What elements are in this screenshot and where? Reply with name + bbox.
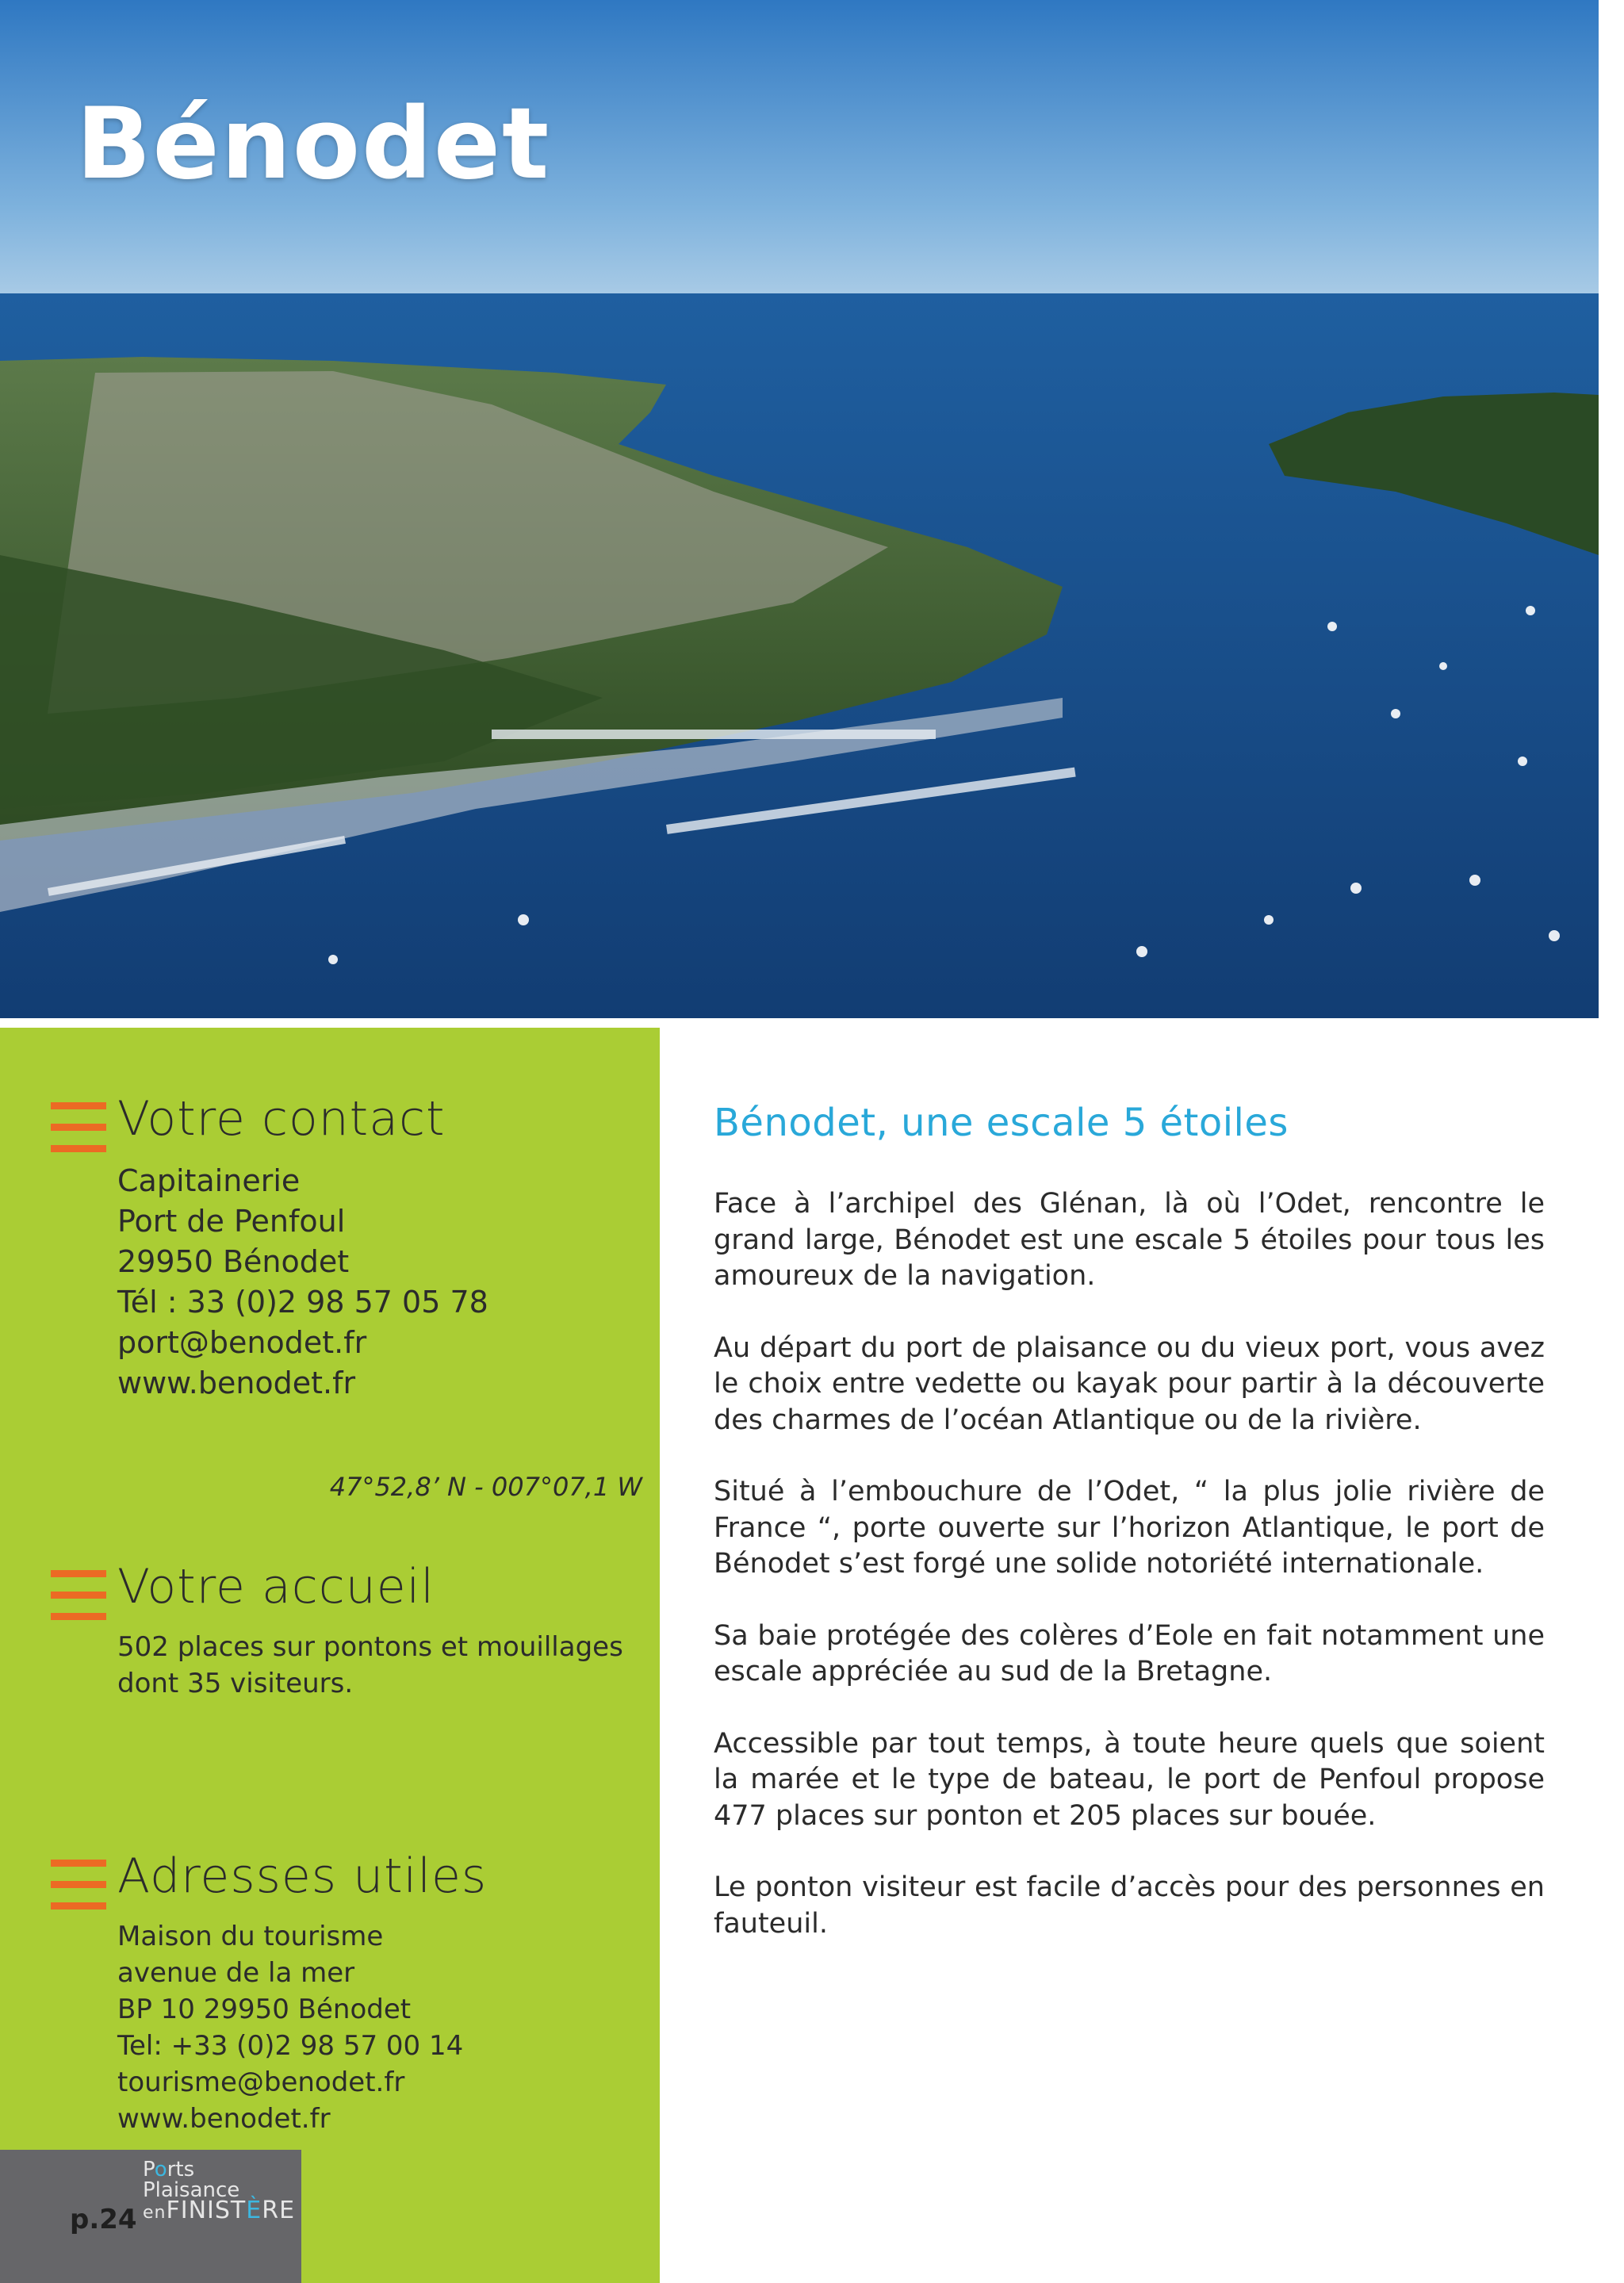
menu-bars-icon — [51, 1860, 106, 1910]
adresses-heading — [0, 1841, 660, 1912]
accueil-details — [117, 1629, 660, 1702]
article-paragraph: Situé à l’embouchure de l’Odet, “ la plus jolie rivière de France “, porte ouverte sur l’horizon Atlantique, le port de Bénodet s’est forgé une solide notoriété internationale. — [714, 1476, 1545, 1580]
adresses-phone: Tel: +33 (0)2 98 57 00 14 — [117, 2030, 464, 2062]
contact-email-link[interactable]: port@benodet.fr — [117, 1325, 367, 1360]
accueil-section — [0, 1551, 660, 1702]
accueil-line: 502 places sur pontons et mouillages — [117, 1631, 623, 1663]
article-paragraph: Au départ du port de plaisance ou du vieux port, vous avez le choix entre vedette ou kayak pour partir à la découverte des charmes de l’océan Atlantique ou de la rivière. — [714, 1331, 1545, 1436]
contact-phone: Tél : 33 (0)2 98 57 05 78 — [117, 1285, 488, 1320]
accueil-line: dont 35 visiteurs. — [117, 1668, 354, 1699]
article-title: Bénodet, une escale 5 étoiles — [714, 1101, 1289, 1145]
contact-title: Votre contact — [117, 1091, 446, 1147]
adresses-line: avenue de la mer — [117, 1957, 355, 1989]
contact-line: Capitainerie — [117, 1163, 301, 1198]
hero-photo — [0, 0, 1599, 1018]
contact-heading — [0, 1083, 660, 1155]
contact-section — [0, 1083, 660, 1502]
contact-line: Port de Penfoul — [117, 1204, 346, 1239]
article-paragraph: Sa baie protégée des colères d’Eole en fait notamment une escale appréciée au sud de la Bretagne. — [714, 1619, 1545, 1687]
adresses-title: Adresses utiles — [117, 1848, 488, 1904]
adresses-section — [0, 1841, 660, 2137]
adresses-email-link[interactable]: tourisme@benodet.fr — [117, 2067, 405, 2098]
page-title: Bénodet — [76, 87, 551, 201]
article-paragraph: Accessible par tout temps, à toute heure quels que soient la marée et le type de bateau, le port de Penfoul propose 477 places sur ponton et 205 places sur bouée. — [714, 1727, 1545, 1832]
article-paragraph: Le ponton visiteur est facile d’accès pour des personnes en fauteuil. — [714, 1871, 1545, 1940]
article-paragraph: Face à l’archipel des Glénan, là où l’Odet, rencontre le grand large, Bénodet est une escale 5 étoiles pour tous les amoureux de la navigation. — [714, 1188, 1545, 1292]
accueil-title: Votre accueil — [117, 1559, 435, 1615]
adresses-line: Maison du tourisme — [117, 1921, 384, 1952]
menu-bars-icon — [51, 1102, 106, 1153]
page-number: p.24 — [70, 2204, 137, 2235]
sidebar — [0, 1028, 660, 2283]
menu-bars-icon — [51, 1570, 106, 1621]
adresses-line: BP 10 29950 Bénodet — [117, 1994, 412, 2025]
contact-details — [117, 1161, 660, 1404]
adresses-website-link[interactable]: www.benodet.fr — [117, 2103, 331, 2135]
footer-box — [0, 2150, 301, 2283]
contact-line: 29950 Bénodet — [117, 1244, 350, 1279]
contact-website-link[interactable]: www.benodet.fr — [117, 1366, 356, 1400]
article — [714, 1099, 1545, 1978]
page-margin — [1599, 0, 1624, 2283]
gps-coordinates: 47°52,8’ N - 007°07,1 W — [329, 1472, 642, 1502]
accueil-heading — [0, 1551, 660, 1622]
ports-plaisance-logo: Ports Plaisance enFINISTÈRE — [143, 2158, 296, 2224]
adresses-details — [117, 1918, 660, 2137]
